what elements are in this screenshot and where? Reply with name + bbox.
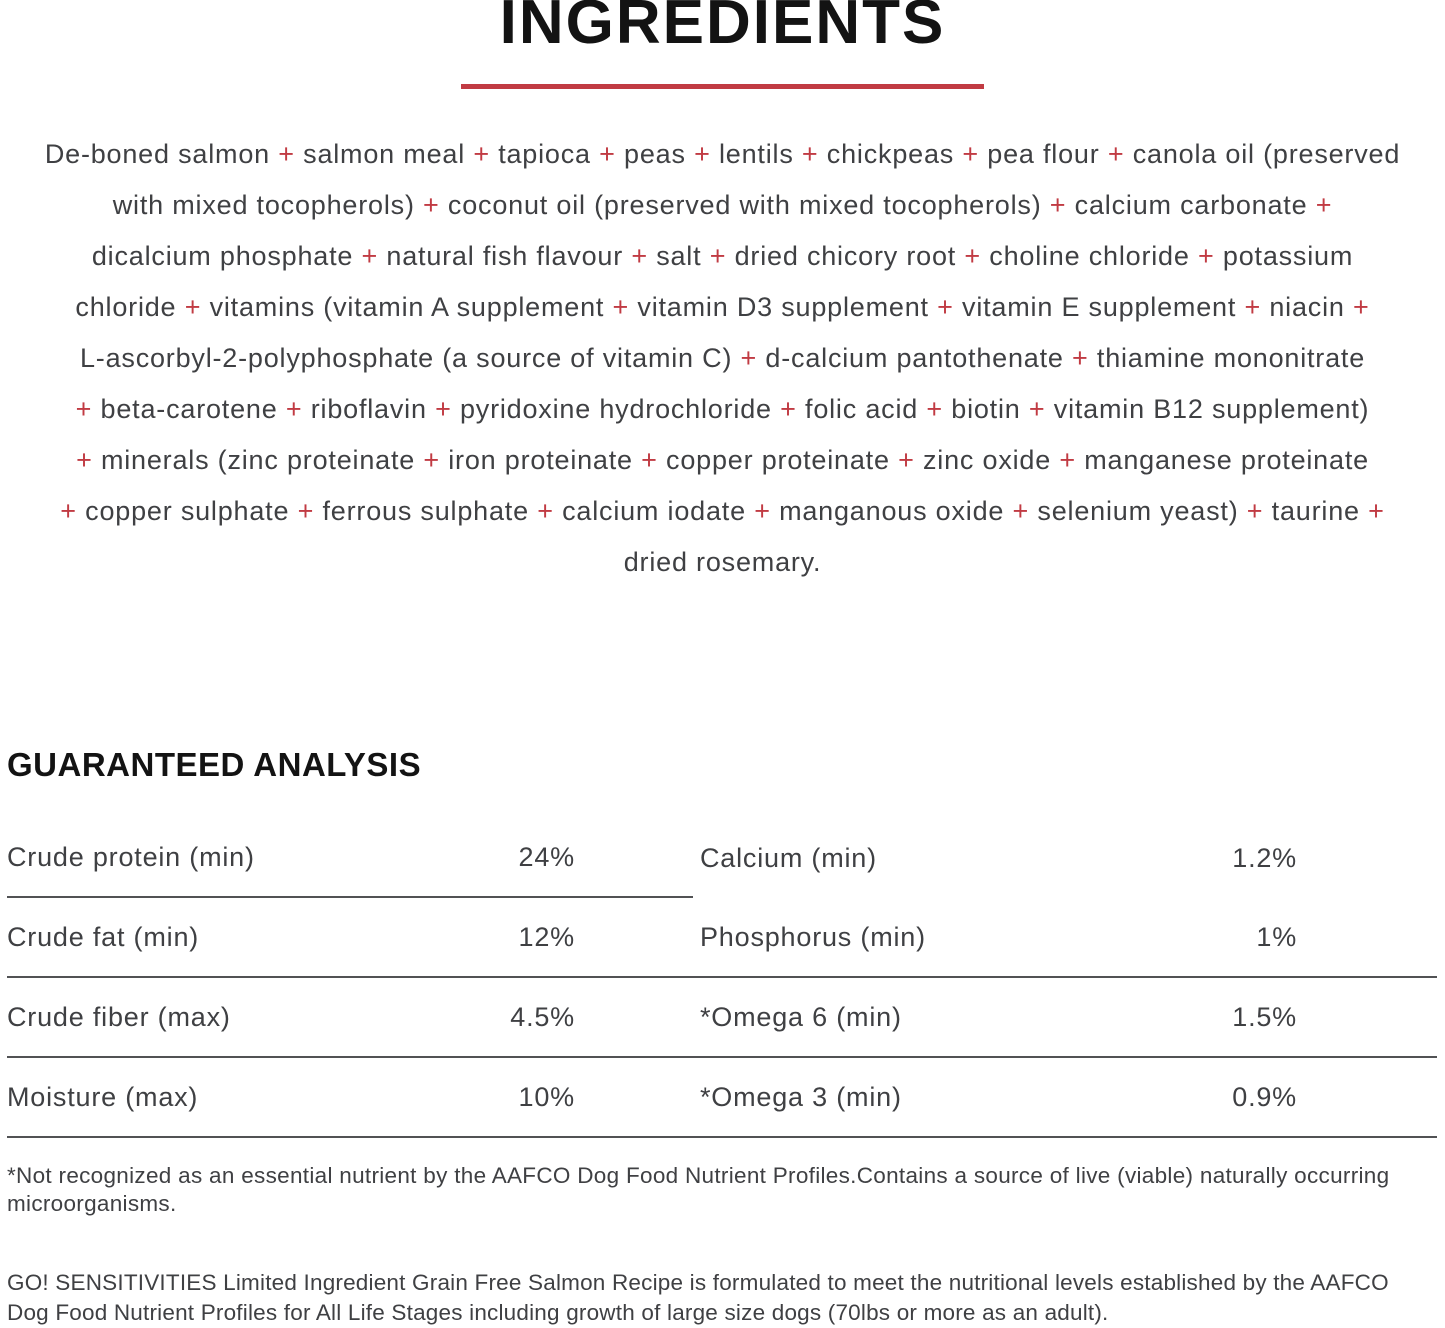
nutrient-value: 4.5% bbox=[510, 1001, 575, 1032]
plus-separator: + bbox=[740, 343, 758, 373]
table-cell bbox=[7, 1058, 693, 1136]
plus-separator: + bbox=[1246, 496, 1264, 526]
plus-separator: + bbox=[278, 139, 295, 169]
plus-separator: + bbox=[473, 139, 490, 169]
table-row bbox=[7, 978, 1437, 1058]
plus-separator: + bbox=[75, 394, 93, 424]
ingredients-line: + beta-carotene + riboflavin + pyridoxine hydrochloride + folic acid + biotin + vitamin B12 supplement) bbox=[75, 394, 1370, 424]
plus-separator: + bbox=[1244, 292, 1262, 322]
plus-separator: + bbox=[1012, 496, 1030, 526]
ingredients-line: chloride + vitamins (vitamin A supplement + vitamin D3 supplement + vitamin E supplement + niacin + bbox=[75, 292, 1370, 322]
plus-separator: + bbox=[297, 496, 315, 526]
table-row bbox=[7, 818, 1437, 898]
plus-separator: + bbox=[1198, 241, 1215, 271]
plus-separator: + bbox=[926, 394, 943, 424]
plus-separator: + bbox=[754, 496, 771, 526]
nutrient-value: 1.2% bbox=[1232, 842, 1297, 873]
guaranteed-analysis-table bbox=[7, 818, 1437, 1138]
plus-separator: + bbox=[937, 292, 954, 322]
nutrient-label: Crude fiber (max) bbox=[7, 1001, 231, 1032]
nutrient-value: 0.9% bbox=[1232, 1081, 1297, 1112]
plus-separator: + bbox=[1072, 343, 1089, 373]
plus-separator: + bbox=[709, 241, 727, 271]
table-cell bbox=[7, 818, 693, 898]
nutrient-value: 10% bbox=[518, 1081, 575, 1112]
table-cell bbox=[7, 898, 693, 976]
title-underline bbox=[461, 84, 984, 89]
plus-separator: + bbox=[1028, 394, 1046, 424]
ingredients-line: dicalcium phosphate + natural fish flavour + salt + dried chicory root + choline chloride + potassium bbox=[91, 241, 1354, 271]
formulation-statement: GO! SENSITIVITIES Limited Ingredient Grain Free Salmon Recipe is formulated to meet the nutritional levels established by the AAFCO Dog Food Nutrient Profiles for All Life Stages including growth of large size dogs (70lbs or more as an adult). bbox=[7, 1270, 1389, 1325]
plus-separator: + bbox=[964, 241, 981, 271]
ingredients-line: + minerals (zinc proteinate + iron proteinate + copper proteinate + zinc oxide + manganese proteinate bbox=[76, 445, 1369, 475]
table-cell bbox=[693, 1058, 1437, 1136]
nutrient-label: *Omega 3 (min) bbox=[700, 1081, 902, 1112]
ingredients-text bbox=[0, 129, 1445, 588]
table-row bbox=[7, 898, 1437, 978]
plus-separator: + bbox=[60, 496, 77, 526]
guaranteed-analysis-heading: GUARANTEED ANALYSIS bbox=[7, 746, 422, 783]
ingredients-line: with mixed tocopherols) + coconut oil (preserved with mixed tocopherols) + calcium carbonate + bbox=[112, 190, 1333, 220]
table-cell bbox=[693, 898, 1437, 976]
plus-separator: + bbox=[423, 445, 440, 475]
plus-separator: + bbox=[1352, 292, 1370, 322]
plus-separator: + bbox=[641, 445, 658, 475]
table-cell bbox=[7, 978, 693, 1056]
nutrient-label: *Omega 6 (min) bbox=[700, 1001, 902, 1032]
plus-separator: + bbox=[184, 292, 202, 322]
nutrient-label: Calcium (min) bbox=[700, 842, 877, 873]
nutrient-label: Crude fat (min) bbox=[7, 921, 200, 952]
nutrient-label: Moisture (max) bbox=[7, 1081, 199, 1112]
plus-separator: + bbox=[1049, 190, 1067, 220]
plus-separator: + bbox=[599, 139, 616, 169]
ingredients-title: INGREDIENTS bbox=[499, 0, 946, 57]
ingredients-line: L-ascorbyl-2-polyphosphate (a source of vitamin C) + d-calcium pantothenate + thiamine mononitrate bbox=[79, 343, 1366, 373]
ingredients-header bbox=[0, 0, 1445, 89]
plus-separator: + bbox=[76, 445, 93, 475]
nutrient-value: 24% bbox=[518, 841, 575, 872]
plus-separator: + bbox=[780, 394, 797, 424]
plus-separator: + bbox=[1059, 445, 1076, 475]
plus-separator: + bbox=[631, 241, 648, 271]
table-cell bbox=[693, 978, 1437, 1056]
table-row bbox=[7, 1058, 1437, 1138]
nutrient-label: Phosphorus (min) bbox=[700, 921, 926, 952]
ingredients-line: De-boned salmon + salmon meal + tapioca + peas + lentils + chickpeas + pea flour + canola oil (preserved bbox=[44, 139, 1401, 169]
plus-separator: + bbox=[801, 139, 819, 169]
nutrient-label: Crude protein (min) bbox=[7, 841, 255, 872]
plus-separator: + bbox=[537, 496, 554, 526]
plus-separator: + bbox=[898, 445, 915, 475]
table-cell bbox=[693, 818, 1437, 898]
guaranteed-analysis-section bbox=[0, 748, 1445, 1218]
plus-separator: + bbox=[435, 394, 452, 424]
plus-separator: + bbox=[1315, 190, 1333, 220]
plus-separator: + bbox=[1368, 496, 1385, 526]
plus-separator: + bbox=[285, 394, 303, 424]
plus-separator: + bbox=[612, 292, 630, 322]
plus-separator: + bbox=[423, 190, 440, 220]
nutrient-value: 1.5% bbox=[1232, 1001, 1297, 1032]
nutrient-value: 1% bbox=[1256, 921, 1297, 952]
ingredients-line: + copper sulphate + ferrous sulphate + calcium iodate + manganous oxide + selenium yeast) + taurine + bbox=[60, 496, 1385, 526]
plus-separator: + bbox=[962, 139, 979, 169]
ingredients-line: dried rosemary. bbox=[623, 547, 822, 577]
plus-separator: + bbox=[694, 139, 711, 169]
plus-separator: + bbox=[361, 241, 379, 271]
aafco-footnote: *Not recognized as an essential nutrient by the AAFCO Dog Food Nutrient Profiles.Contains a source of live (viable) naturally occurring microorganisms. bbox=[7, 1163, 1390, 1216]
nutrient-value: 12% bbox=[518, 921, 575, 952]
plus-separator: + bbox=[1107, 139, 1125, 169]
